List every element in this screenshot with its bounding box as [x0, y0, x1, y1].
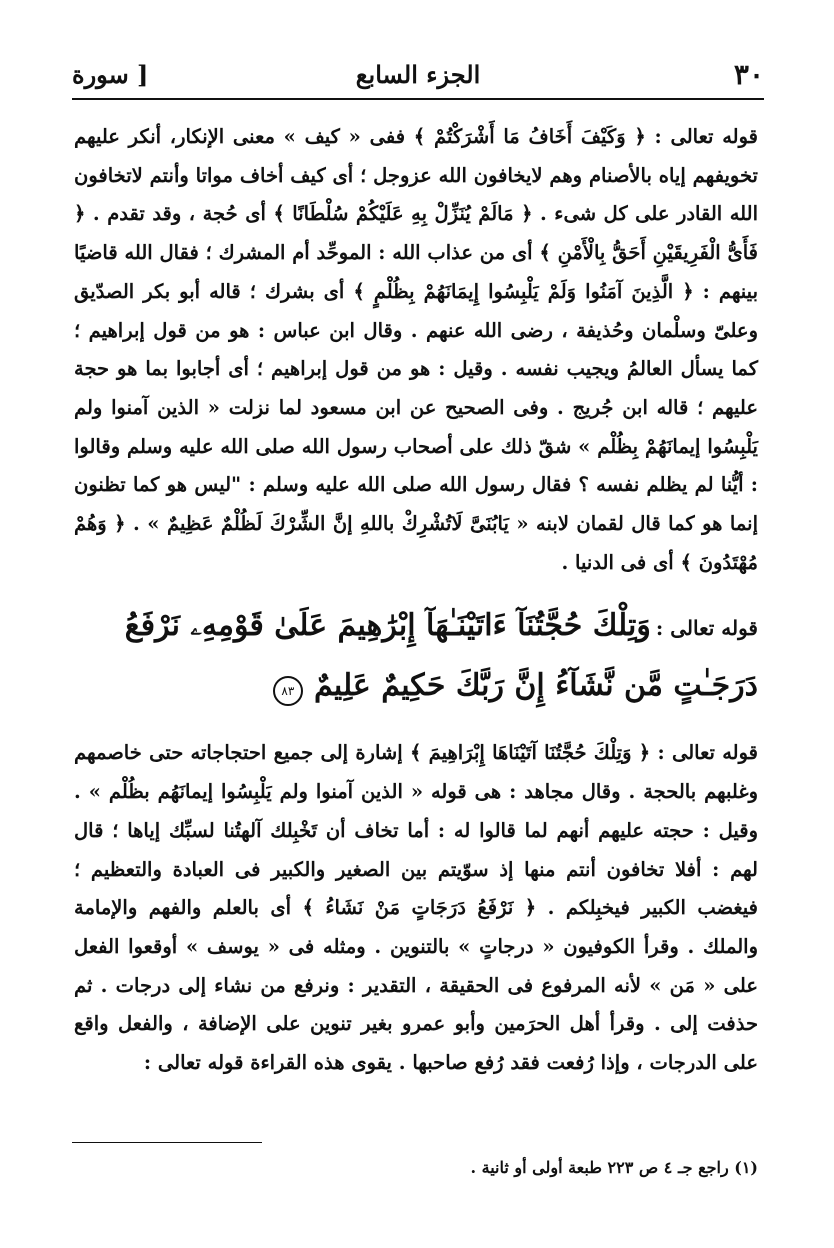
quran-verse-block — [74, 596, 758, 716]
surah-label: [ سورة — [72, 59, 149, 89]
verse-text: وَتِلْكَ حُجَّتُنَآ ءَاتَيْنَـٰهَآ إِبْرَٰهِيمَ عَلَىٰ قَوْمِهِۦ نَرْفَعُ دَرَجَـٰتٍ مَّن نَّشَآءُ إِنَّ رَبَّكَ حَكِيمٌ عَلِيمٌ — [124, 608, 758, 704]
running-title: الجزء السابع — [355, 59, 481, 89]
page-number: ٣٠ — [733, 57, 764, 91]
page-header — [72, 52, 764, 96]
commentary-paragraph: قوله تعالى : ﴿ وَكَيْفَ أَخَافُ مَا أَشْرَكْتُمْ ﴾ ففى « كيف » معنى الإنكار، أنكر عليهم تخويفهم إياه بالأصنام وهم لايخافون الله عزوجل ؛ أى كيف أخاف مواتا وأنتم لاتخافون الله القادر على كل شىء . ﴿ مَالَمْ يُنَزِّلْ بِهِ عَلَيْكُمْ سُلْطَانًا ﴾ أى حُجة ، وقد تقدم . ﴿ فَأَىُّ الْفَرِيقَيْنِ أَحَقُّ بِالْأَمْنِ ﴾ أى من عذاب الله : الموحِّد أم المشرك ؛ فقال الله قاضيًا بينهم : ﴿ الَّذِينَ آمَنُوا وَلَمْ يَلْبِسُوا إِيمَانَهُمْ بِظُلْمٍ ﴾ أى بشرك ؛ قاله أبو بكر الصدّيق وعلىّ وسلْمان وحُذيفة ، رضى الله عنهم . وقال ابن عباس : هو من قول إبراهيم ؛ كما يسأل العالمُ ويجيب نفسه . وقيل : هو من قول إبراهيم ؛ أى أجابوا بما هو حجة عليهم ؛ قاله ابن جُريج . وفى الصحيح عن ابن مسعود لما نزلت « الذين آمنوا ولم يَلْبِسُوا إيمانَهُمْ بِظُلْم » شقّ ذلك على أصحاب رسول الله صلى الله عليه وسلم وقالوا : أيُّنا لم يظلم نفسه ؟ فقال رسول الله صلى الله عليه وسلم : "ليس هو كما تظنون إنما هو كما قال لقمان لابنه « يَابُنَىَّ لَاتُشْرِكْ باللهِ إنَّ الشِّرْكَ لَظُلْمٌ عَظِيمٌ » . ﴿ وَهُمْ مُهْتَدُونَ ﴾ أى فى الدنيا . — [74, 125, 758, 574]
footnote: (١) راجع جـ ٤ ص ٢٢٣ طبعة أولى أو ثانية . — [470, 1158, 758, 1177]
commentary-paragraph: قوله تعالى : ﴿ وَتِلْكَ حُجَّتُنَا آتَيْنَاهَا إِبْرَاهِيمَ ﴾ إشارة إلى جميع احتجاجاته حتى خاصمهم وغلبهم بالحجة . وقال مجاهد : هى قوله « الذين آمنوا ولم يَلْبِسُوا إيمانَهُم بظُلْم » . وقيل : حجته عليهم أنهم لما قالوا له : أما تخاف أن تَخْبِلك آلهتُنا لسبِّك إياها ؛ قال لهم : أفلا تخافون أنتم منها إذ سوّيتم بين الصغير والكبير فى العبادة والتعظيم ؛ فيغضب الكبير فيخبِلكم . ﴿ نَرْفَعُ دَرَجَاتٍ مَنْ نَشَاءُ ﴾ أى بالعلم والفهم والإمامة والملك . وقرأ الكوفيون « درجاتٍ » بالتنوين . ومثله فى « يوسف » أوقعوا الفعل على « مَن » لأنه المرفوع فى الحقيقة ، التقدير : ونرفع من نشاء إلى درجات . ثم حذفت إلى . وقرأ أهل الحرَمين وأبو عمرو بغير تنوين على الإضافة ، والفعل واقع على الدرجات ، وإذا رُفعت فقد رُفع صاحبها . يقوى هذه القراءة قوله تعالى : — [74, 741, 758, 1075]
verse-intro: قوله تعالى : — [655, 616, 758, 641]
body-text — [74, 118, 758, 1083]
header-divider — [72, 98, 764, 100]
footnote-divider — [72, 1142, 262, 1143]
verse-number-ornament: ٨٣ — [273, 676, 303, 706]
